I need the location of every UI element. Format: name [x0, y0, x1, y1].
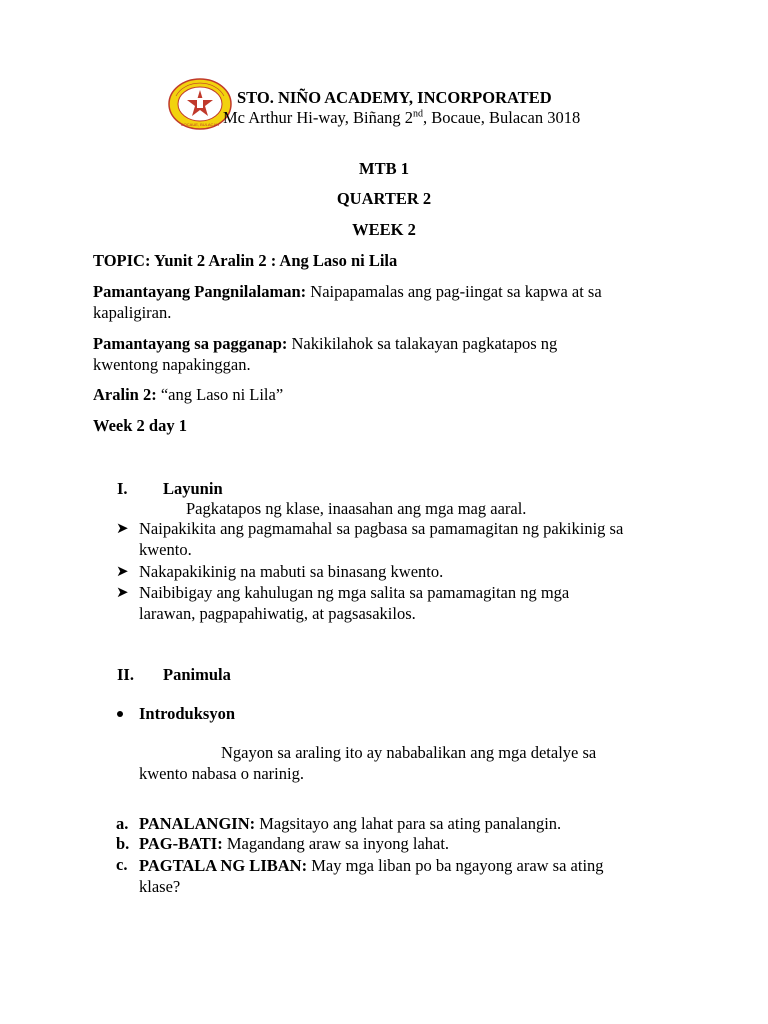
item-c-text: May mga liban po ba ngayong araw sa ating — [307, 856, 604, 875]
objective-1-line1: Naipakikita ang pagmamahal sa pagbasa sa pamamagitan ng pakikinig sa — [139, 519, 624, 538]
course-title: MTB 1 — [359, 159, 409, 178]
objective-3-line2: larawan, pagpapahiwatig, at pagsasakilos. — [139, 604, 416, 623]
introduction-paragraph — [139, 742, 596, 784]
performance-standard-line1: Nakikilahok sa talakayan pagkatapos ng — [291, 334, 558, 353]
topic-line — [93, 251, 397, 271]
content-standard-label: Pamantayang Pangnilalaman: — [93, 282, 307, 301]
performance-standard — [93, 333, 557, 375]
section2-number: II. — [117, 665, 134, 684]
objective-3 — [139, 582, 569, 624]
svg-text:BOCAUE, BULACAN: BOCAUE, BULACAN — [180, 122, 220, 127]
section1-intro: Pagkatapos ng klase, inaasahan ang mga mag aaral. — [186, 499, 527, 518]
week-day: Week 2 day 1 — [93, 416, 187, 435]
week-title: WEEK 2 — [352, 220, 416, 239]
objective-3-line1: Naibibigay ang kahulugan ng mga salita sa pamamagitan ng mga — [139, 583, 570, 602]
topic-text: Yunit 2 Aralin 2 : Ang Laso ni Lila — [153, 251, 398, 270]
content-standard — [93, 281, 602, 323]
lesson-label: Aralin 2: — [93, 385, 157, 404]
item-a-text: Magsitayo ang lahat para sa ating panalangin. — [259, 814, 562, 833]
content-standard-line2: kapaligiran. — [93, 303, 172, 322]
item-a-letter: a. — [116, 814, 129, 833]
item-c — [139, 855, 604, 897]
topic-label: TOPIC: — [93, 251, 151, 270]
lesson-title: “ang Laso ni Lila” — [160, 385, 284, 404]
quarter-title: QUARTER 2 — [336, 189, 432, 208]
intro-para-line1: Ngayon sa araling ito ay nababalikan ang mga detalye sa — [221, 743, 597, 762]
address-part2: , Bocaue, Bulacan 3018 — [423, 108, 581, 127]
school-address — [223, 108, 580, 128]
objective-1 — [139, 518, 623, 560]
address-superscript: nd — [413, 108, 424, 120]
objective-1-line2: kwento. — [139, 540, 192, 559]
section1-title: Layunin — [163, 479, 223, 498]
performance-standard-label: Pamantayang sa pagganap: — [93, 334, 288, 353]
school-name: STO. NIÑO ACADEMY, INCORPORATED — [237, 88, 552, 107]
objective-2 — [139, 561, 443, 582]
item-b-text: Magandang araw sa inyong lahat. — [226, 834, 450, 853]
item-c-label: PAGTALA NG LIBAN: — [139, 856, 308, 875]
item-b-letter: b. — [116, 834, 130, 853]
item-c-line2: klase? — [139, 877, 181, 896]
item-b-label: PAG-BATI: — [139, 834, 223, 853]
arrow-bullet-icon: ➤ — [116, 564, 129, 580]
objective-2-line1: Nakapakikinig na mabuti sa binasang kwento. — [139, 562, 444, 581]
intro-para-line2: kwento nabasa o narinig. — [139, 764, 304, 783]
bullet-dot-icon — [117, 711, 123, 717]
section2-title: Panimula — [163, 665, 231, 684]
lesson-line — [93, 385, 283, 405]
introduction-heading: Introduksyon — [139, 704, 235, 723]
item-b — [139, 834, 449, 854]
arrow-bullet-icon: ➤ — [116, 585, 129, 601]
content-standard-line1: Naipapamalas ang pag-iingat sa kapwa at sa — [310, 282, 602, 301]
performance-standard-line2: kwentong napakinggan. — [93, 355, 251, 374]
address-part1: Mc Arthur Hi-way, Biñang 2 — [223, 108, 414, 127]
section1-number: I. — [117, 479, 128, 498]
item-c-letter: c. — [116, 855, 128, 874]
arrow-bullet-icon: ➤ — [116, 521, 129, 537]
item-a-label: PANALANGIN: — [139, 814, 256, 833]
item-a — [139, 814, 561, 834]
